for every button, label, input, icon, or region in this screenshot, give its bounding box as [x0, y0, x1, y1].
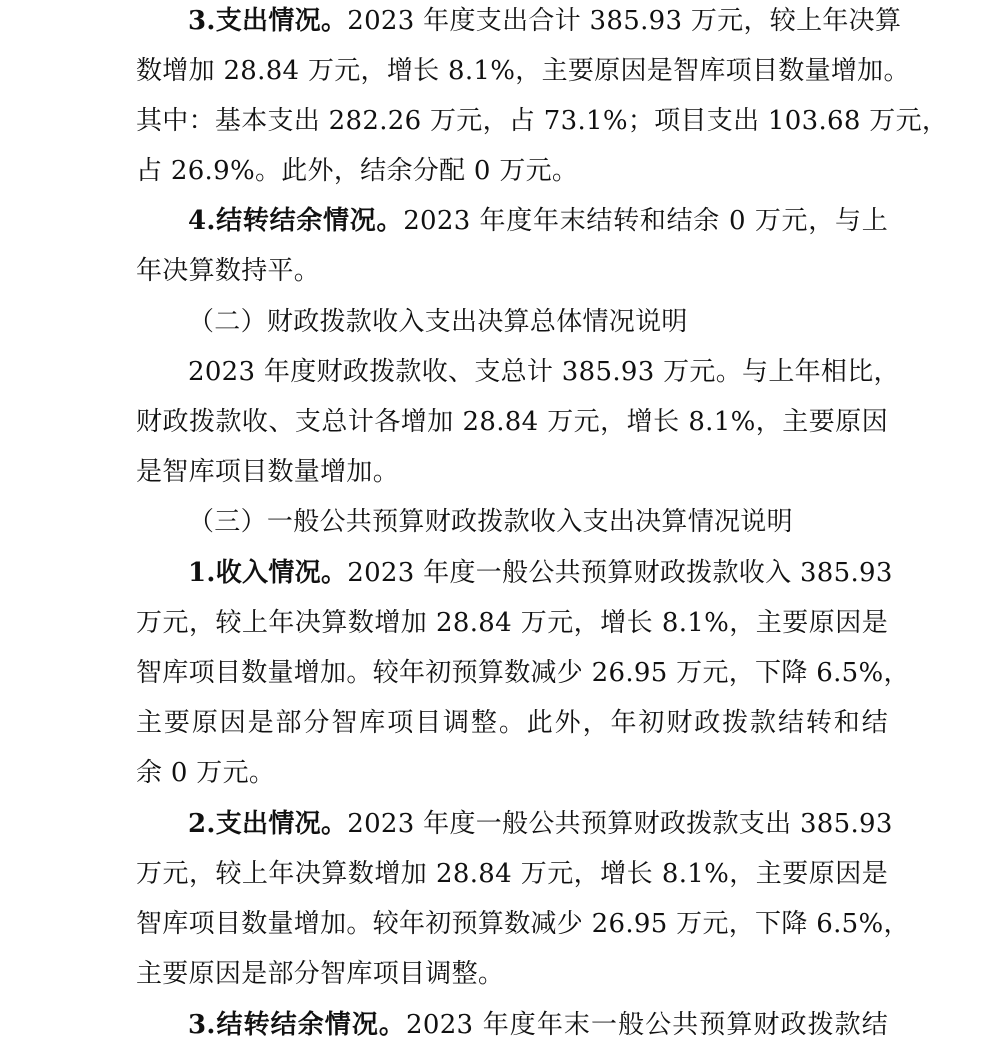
paragraph-line: 财政拨款收、支总计各增加 28.84 万元，增长 8.1%，主要原因 — [136, 407, 888, 437]
paragraph-text: 2023 年度年末结转和结余 0 万元，与上 — [403, 206, 889, 236]
paragraph-line — [188, 548, 893, 598]
paragraph-line: 年决算数持平。 — [136, 256, 321, 286]
paragraph-line: 主要原因是部分智库项目调整。此外，年初财政拨款结转和结 — [136, 708, 888, 738]
paragraph-line — [188, 0, 902, 46]
paragraph-line: 万元，较上年决算数增加 28.84 万元，增长 8.1%，主要原因是 — [136, 608, 888, 638]
section-heading: （二）财政拨款收入支出决算总体情况说明 — [188, 307, 688, 337]
paragraph-line: 余 0 万元。 — [136, 758, 276, 788]
paragraph-line: 智库项目数量增加。较年初预算数减少 26.95 万元，下降 6.5%， — [136, 909, 910, 939]
paragraph-line — [188, 1000, 888, 1050]
paragraph-line: 2023 年度财政拨款收、支总计 385.93 万元。与上年相比， — [188, 357, 900, 387]
paragraph-lead: 1.收入情况。 — [188, 558, 348, 588]
paragraph-line: 主要原因是部分智库项目调整。 — [136, 959, 505, 989]
paragraph-lead: 3.支出情况。 — [188, 6, 348, 36]
paragraph-line: 智库项目数量增加。较年初预算数减少 26.95 万元，下降 6.5%， — [136, 658, 910, 688]
paragraph-line: 数增加 28.84 万元，增长 8.1%，主要原因是智库项目数量增加。 — [136, 56, 910, 86]
paragraph-text: 2023 年度支出合计 385.93 万元，较上年决算 — [347, 6, 902, 36]
paragraph-line: 其中：基本支出 282.26 万元，占 73.1%；项目支出 103.68 万元， — [136, 106, 949, 136]
paragraph-lead: 3.结转结余情况。 — [188, 1010, 407, 1040]
paragraph-text: 2023 年度一般公共预算财政拨款支出 385.93 — [347, 809, 893, 839]
section-heading: （三）一般公共预算财政拨款收入支出决算情况说明 — [188, 507, 793, 537]
paragraph-lead: 4.结转结余情况。 — [188, 206, 404, 236]
paragraph-line — [188, 799, 893, 849]
paragraph-line: 是智库项目数量增加。 — [136, 457, 400, 487]
paragraph-text: 2023 年度一般公共预算财政拨款收入 385.93 — [347, 558, 893, 588]
paragraph-text: 2023 年度年末一般公共预算财政拨款结 — [406, 1010, 889, 1040]
paragraph-lead: 2.支出情况。 — [188, 809, 348, 839]
paragraph-line — [188, 196, 888, 246]
paragraph-line: 万元，较上年决算数增加 28.84 万元，增长 8.1%，主要原因是 — [136, 859, 888, 889]
paragraph-line: 占 26.9%。此外，结余分配 0 万元。 — [136, 156, 579, 186]
